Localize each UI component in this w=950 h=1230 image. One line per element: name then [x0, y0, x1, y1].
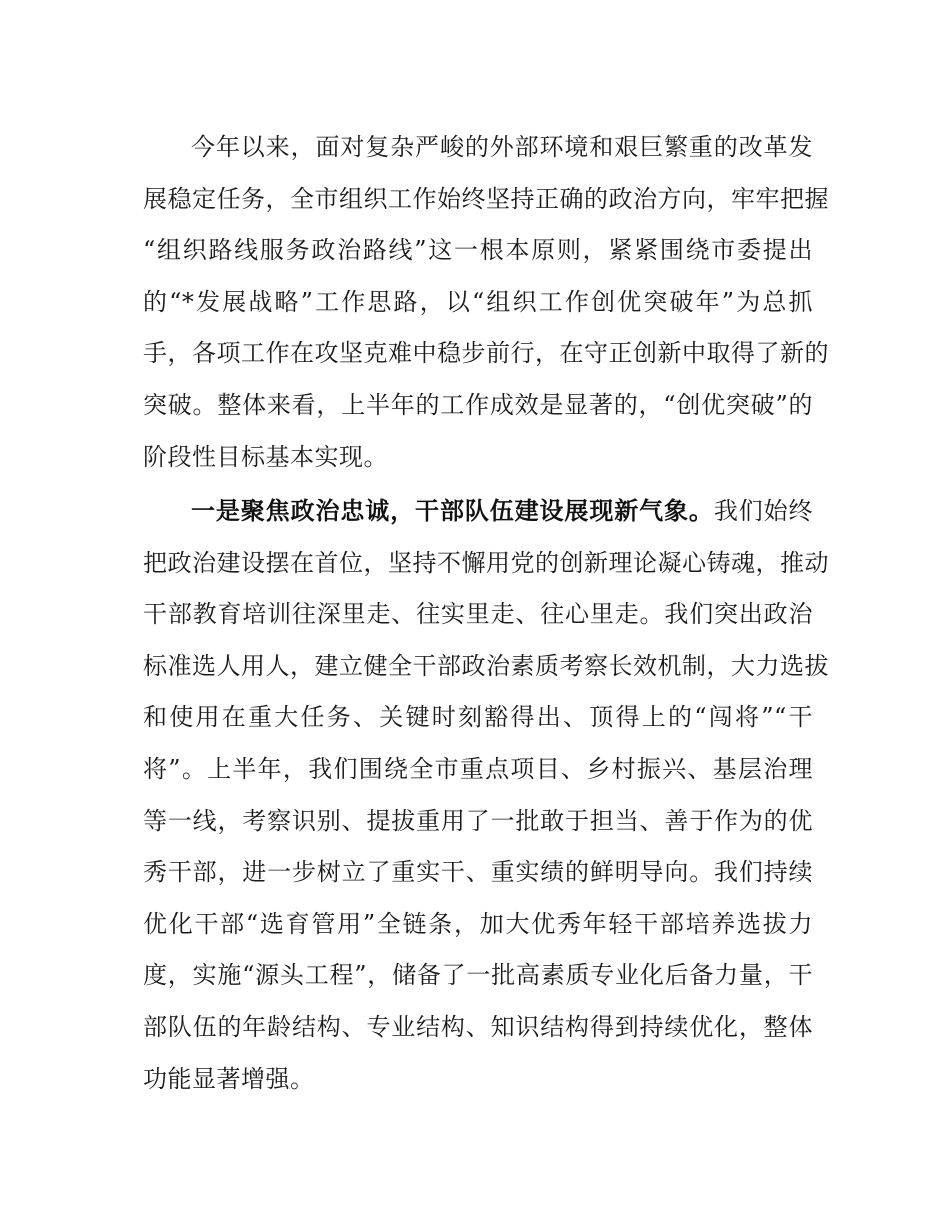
paragraph-line: 今年以来，面对复杂严峻的外部环境和艰巨繁重的改革发 — [191, 133, 813, 161]
paragraph-line: 阶段性目标基本实现。 — [143, 442, 388, 471]
paragraph-line: 和使用在重大任务、关键时刻豁得出、顶得上的“闯将”“干 — [143, 703, 813, 732]
paragraph-line: 优化干部“选育管用”全链条，加大优秀年轻干部培养选拔力 — [143, 909, 813, 938]
paragraph-line: 等一线，考察识别、提拔重用了一批敢于担当、善于作为的优 — [143, 806, 813, 835]
paragraph-line: 突破。整体来看，上半年的工作成效是显著的，“创优突破”的 — [143, 390, 813, 419]
paragraph-first-line — [143, 486, 813, 538]
paragraph-line: 干部教育培训往深里走、往实里走、往心里走。我们突出政治 — [143, 600, 813, 629]
paragraph-line: 秀干部，进一步树立了重实干、重实绩的鲜明导向。我们持续 — [143, 858, 813, 887]
paragraph-line-rest: 我们始终 — [713, 497, 813, 525]
paragraph-cadre-team — [143, 486, 829, 1105]
paragraph-line: 功能显著增强。 — [143, 1064, 315, 1093]
paragraph-line: 把政治建设摆在首位，坚持不懈用党的创新理论凝心铸魂，推动 — [143, 548, 829, 577]
paragraph-line: 的“*发展战略”工作思路，以“组织工作创优突破年”为总抓 — [143, 287, 813, 316]
paragraph-line: 手，各项工作在攻坚克难中稳步前行，在守正创新中取得了新的 — [143, 339, 829, 368]
paragraph-line: “组织路线服务政治路线”这一根本原则，紧紧围绕市委提出 — [143, 236, 813, 265]
section-lead-heading: 一是聚焦政治忠诚，干部队伍建设展现新气象。 — [191, 497, 714, 525]
paragraph-line: 展稳定任务，全市组织工作始终坚持正确的政治方向，牢牢把握 — [143, 184, 829, 213]
paragraph-intro — [143, 122, 829, 483]
paragraph-line: 度，实施“源头工程”，储备了一批高素质专业化后备力量，干 — [143, 961, 813, 990]
paragraph-line: 将”。上半年，我们围绕全市重点项目、乡村振兴、基层治理 — [143, 754, 813, 783]
paragraph-line: 部队伍的年龄结构、专业结构、知识结构得到持续优化，整体 — [143, 1012, 813, 1041]
paragraph-line: 标准选人用人，建立健全干部政治素质考察长效机制，大力选拔 — [143, 651, 829, 680]
